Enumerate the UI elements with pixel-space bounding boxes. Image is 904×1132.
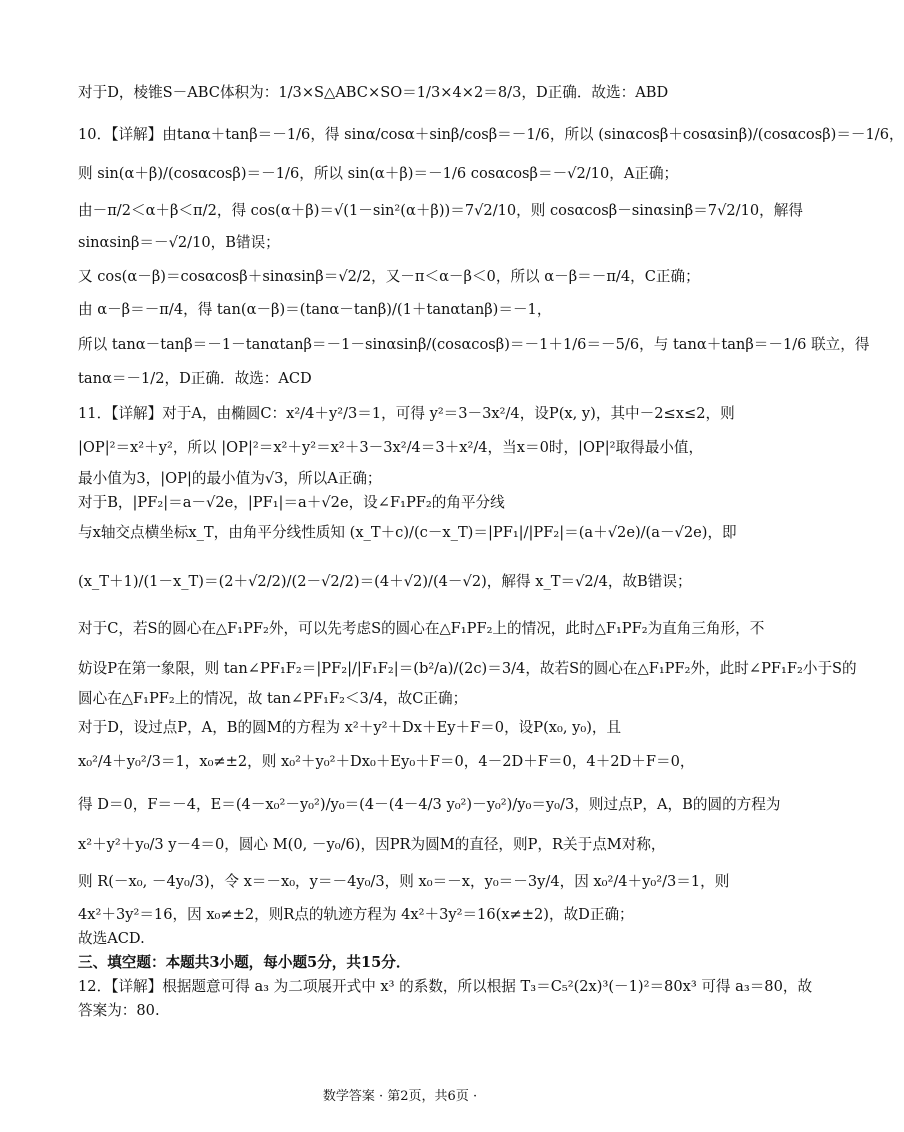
text-line: 对于C，若S的圆心在△F₁PF₂外，可以先考虑S的圆心在△F₁PF₂上的情况，此时△F₁PF₂为直角三角形，不 (78, 620, 765, 637)
text-line: 由－π/2＜α＋β＜π/2，得 cos(α＋β)＝√(1－sin²(α＋β))＝7√2/10，则 cosαcosβ－sinαsinβ＝7√2/10，解得 (78, 202, 803, 219)
section-heading: 三、填空题：本题共3小题，每小题5分，共15分． (78, 954, 411, 971)
text-line: (x_T＋1)/(1－x_T)＝(2＋√2/2)/(2－√2/2)＝(4＋√2)/(4－√2)，解得 x_T＝√2/4，故B错误； (78, 573, 692, 590)
text-line: 得 D＝0，F＝－4，E＝(4－x₀²－y₀²)/y₀＝(4－(4－4/3 y₀²)－y₀²)/y₀＝y₀/3，则过点P，A，B的圆的方程为 (78, 796, 781, 813)
text-line: 又 cos(α－β)＝cosαcosβ＋sinαsinβ＝√2/2，又－π＜α－β＜0，所以 α－β＝－π/4，C正确； (78, 268, 700, 285)
text-line: 与x轴交点横坐标x_T，由角平分线性质知 (x_T＋c)/(c－x_T)＝|PF₁|/|PF₂|＝(a＋√2e)/(a－√2e)，即 (78, 524, 737, 541)
text-line: |OP|²＝x²＋y²，所以 |OP|²＝x²＋y²＝x²＋3－3x²/4＝3＋x²/4，当x＝0时，|OP|²取得最小值， (78, 439, 704, 456)
text-line: x²＋y²＋y₀/3 y－4＝0，圆心 M(0, －y₀/6)，因PR为圆M的直径，则P，R关于点M对称， (78, 836, 666, 853)
text-line: tanα＝－1/2，D正确．故选：ACD (78, 370, 312, 387)
text-line: 所以 tanα－tanβ＝－1－tanαtanβ＝－1－sinαsinβ/(cosαcosβ)＝－1＋1/6＝－5/6，与 tanα＋tanβ＝－1/6 联立，得 (78, 336, 870, 353)
text-line: 对于B，|PF₂|＝a－√2e，|PF₁|＝a＋√2e，设∠F₁PF₂的角平分线 (78, 494, 505, 511)
text-line: 10．【详解】由tanα＋tanβ＝－1/6，得 sinα/cosα＋sinβ/cosβ＝－1/6，所以 (sinαcosβ＋cosαsinβ)/(cosαcosβ)＝－1/6， (78, 126, 904, 143)
text-line: 11．【详解】对于A，由椭圆C：x²/4＋y²/3＝1，可得 y²＝3－3x²/4，设P(x, y)，其中－2≤x≤2，则 (78, 405, 735, 422)
text-line: 12．【详解】根据题意可得 a₃ 为二项展开式中 x³ 的系数，所以根据 T₃＝C₅²(2x)³(－1)²＝80x³ 可得 a₃＝80，故 (78, 978, 813, 995)
text-line: 答案为：80. (78, 1002, 160, 1019)
page-footer: 数学答案 · 第2页，共6页 · (322, 1089, 478, 1104)
text-line: 则 sin(α＋β)/(cosαcosβ)＝－1/6，所以 sin(α＋β)＝－1/6 cosαcosβ＝－√2/10，A正确； (78, 165, 679, 182)
text-line: 最小值为3，|OP|的最小值为√3，所以A正确； (78, 470, 382, 487)
text-line: 4x²＋3y²＝16，因 x₀≠±2，则R点的轨迹方程为 4x²＋3y²＝16(x≠±2)，故D正确； (78, 906, 634, 923)
text-line: 对于D，棱锥S－ABC体积为：1/3×S△ABC×SO＝1/3×4×2＝8/3，D正确．故选：ABD (78, 84, 669, 101)
text-line: sinαsinβ＝－√2/10，B错误； (78, 234, 280, 251)
text-line: 圆心在△F₁PF₂上的情况，故 tan∠PF₁F₂＜3/4，故C正确； (78, 690, 468, 707)
text-line: 对于D，设过点P，A，B的圆M的方程为 x²＋y²＋Dx＋Ey＋F＝0，设P(x₀, y₀)，且 (78, 719, 622, 736)
text-line: 妨设P在第一象限，则 tan∠PF₁F₂＝|PF₂|/|F₁F₂|＝(b²/a)/(2c)＝3/4，故若S的圆心在△F₁PF₂外，此时∠PF₁F₂小于S的 (78, 660, 857, 677)
text-line: 由 α－β＝－π/4，得 tan(α－β)＝(tanα－tanβ)/(1＋tanαtanβ)＝－1， (78, 301, 552, 318)
text-line: 故选ACD. (78, 930, 145, 947)
text-line: x₀²/4＋y₀²/3＝1，x₀≠±2，则 x₀²＋y₀²＋Dx₀＋Ey₀＋F＝0，4－2D＋F＝0，4＋2D＋F＝0， (78, 753, 695, 770)
text-line: 则 R(－x₀, －4y₀/3)，令 x＝－x₀，y＝－4y₀/3，则 x₀＝－x，y₀＝－3y/4，因 x₀²/4＋y₀²/3＝1，则 (78, 873, 730, 890)
